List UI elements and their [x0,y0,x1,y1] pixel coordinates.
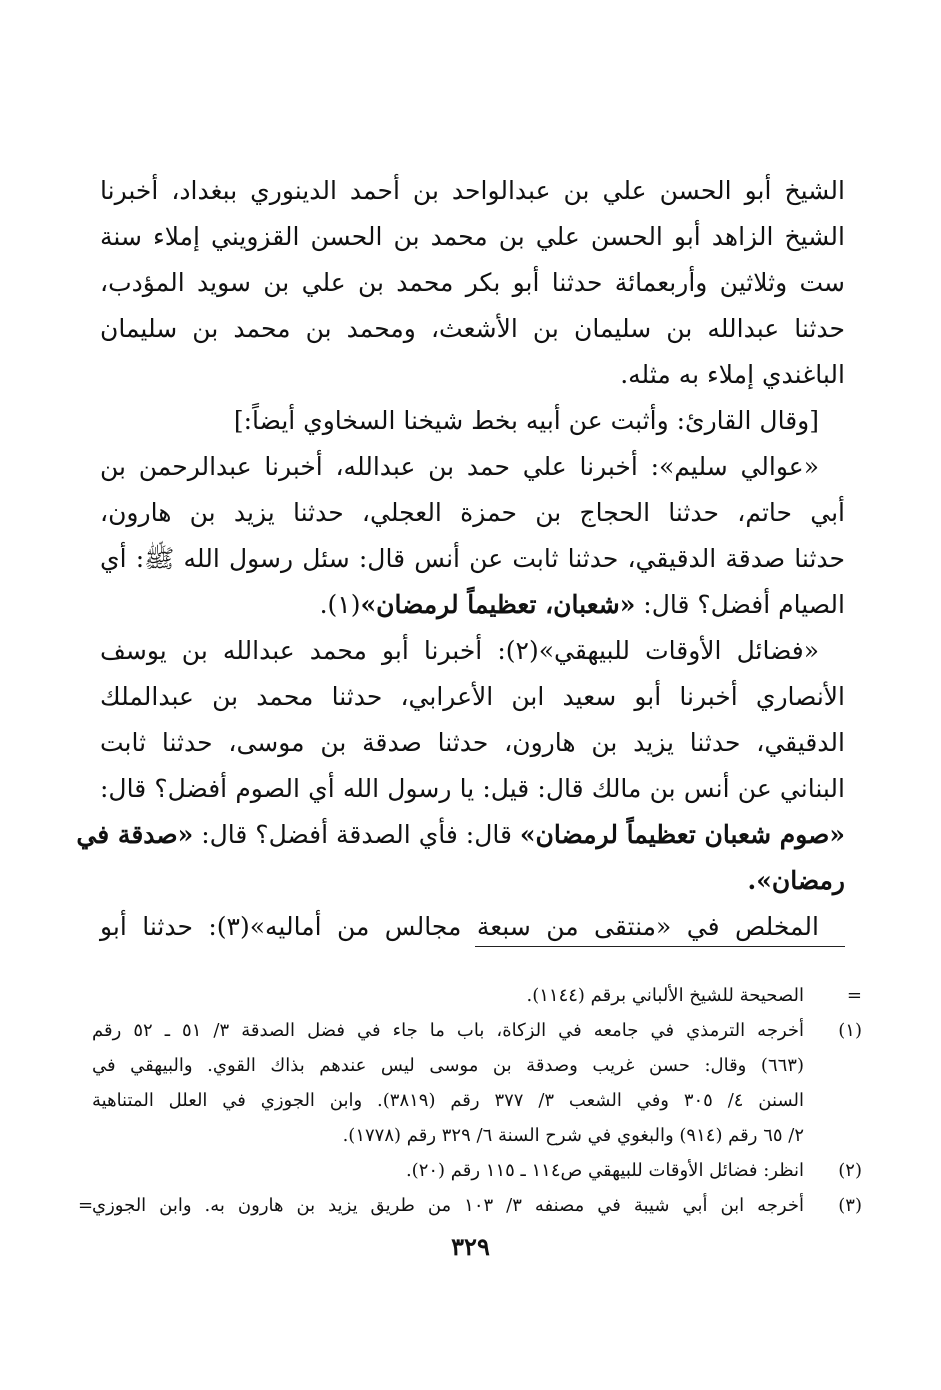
footnote-line [92,1048,862,1083]
footnote-line [92,1153,862,1188]
footnote-line [92,1118,862,1153]
text-line: الأنصاري أخبرنا أبو سعيد ابن الأعرابي، حدثنا محمد بن عبدالملك [100,682,845,711]
page-number: ٣٢٩ [451,1232,490,1261]
text-line: البناني عن أنس بن مالك قال: قيل: يا رسول الله أي الصوم أفضل؟ قال: [100,774,845,803]
footnote-text: الصحيحة للشيخ الألباني برقم (١١٤٤). [526,985,804,1006]
text-line [76,812,845,858]
footnote-marker: (١) [838,1020,862,1041]
text-line: الشيخ الزاهد أبو الحسن علي بن محمد بن الحسن القزويني إملاء سنة [100,222,845,251]
text-line: الشيخ أبو الحسن علي بن عبدالواحد بن أحمد الدينوري ببغداد، أخبرنا [100,176,845,205]
footnote-marker: = [846,985,862,1006]
footnote-text: ٢/ ٦٥ رقم (٩١٤) والبغوي في شرح السنة ٦/ ٣٢٩ رقم (١٧٧٨). [342,1125,804,1146]
text-line: رمضان». [747,866,845,895]
footnotes [78,978,862,1223]
footnote-line [92,1013,862,1048]
footnote-marker: (٢) [838,1160,862,1181]
text-segment: قال: فأي الصدقة أفضل؟ قال: [193,820,520,849]
footnote-ref: (١). [319,590,361,619]
text-line: أبي حاتم، حدثنا الحجاج بن حمزة العجلي، حدثنا يزيد بن هارون، [100,498,845,527]
footnote-marker: (٣) [838,1195,862,1216]
footnote-text: أخرجه الترمذي في جامعه في الزكاة، باب ما جاء في فضل الصدقة ٣/ ٥١ ـ ٥٢ رقم [92,1020,805,1041]
footnote-text: السنن ٤/ ٣٠٥ وفي الشعب ٣/ ٣٧٧ رقم (٣٨١٩). وابن الجوزي في العلل المتناهية [92,1090,804,1111]
text-line: الباغندي إملاء به مثله. [620,360,845,389]
text-line: ست وثلاثين وأربعمائة حدثنا أبو بكر محمد بن علي بن سويد المؤدب، [100,268,845,297]
text-line: حدثنا عبدالله بن سليمان بن الأشعث، ومحمد بن محمد بن سليمان [100,314,845,343]
text-line: حدثنا صدقة الدقيقي، حدثنا ثابت عن أنس قال: سئل رسول الله ﷺ: أي [100,544,845,573]
continuation-marker: = [78,1195,94,1216]
text-line: الدقيقي، حدثنا يزيد بن هارون، حدثنا صدقة بن موسى، حدثنا ثابت [100,728,845,757]
footnote-separator [475,946,845,947]
text-line [100,582,845,628]
quoted-hadith: «شعبان، تعظيماً لرمضان» [360,590,636,619]
text-line: «عوالي سليم»: أخبرنا علي حمد بن عبدالله، أخبرنا عبدالرحمن بن [100,452,819,481]
footnote-line [92,978,862,1013]
text-line: [وقال القارئ: وأثبت عن أبيه بخط شيخنا السخاوي أيضاً:] [233,406,819,435]
text-line: «فضائل الأوقات للبيهقي»(٢): أخبرنا أبو محمد عبدالله بن يوسف [100,636,819,665]
footnote-text: انظر: فضائل الأوقات للبيهقي ص١١٤ ـ ١١٥ رقم (٢٠). [405,1160,804,1181]
main-text [76,168,845,950]
footnote-line [92,1083,862,1118]
quoted-hadith: «صدقة في [76,820,194,849]
text-line: المخلص في «منتقى من سبعة مجالس من أماليه»(٣): حدثنا أبو [100,912,819,941]
footnote-line [78,1188,862,1223]
text-segment: الصيام أفضل؟ قال: [635,590,845,619]
footnote-text: أخرجه ابن أبي شيبة في مصنفه ٣/ ١٠٣ من طريق يزيد بن هارون به. وابن الجوزي [92,1195,804,1216]
footnote-text: (٦٦٣) وقال: حسن غريب وصدقة بن موسى ليس عندهم بذاك القوي. والبيهقي في [92,1055,804,1076]
quoted-hadith: «صوم شعبان تعظيماً لرمضان» [519,820,845,849]
